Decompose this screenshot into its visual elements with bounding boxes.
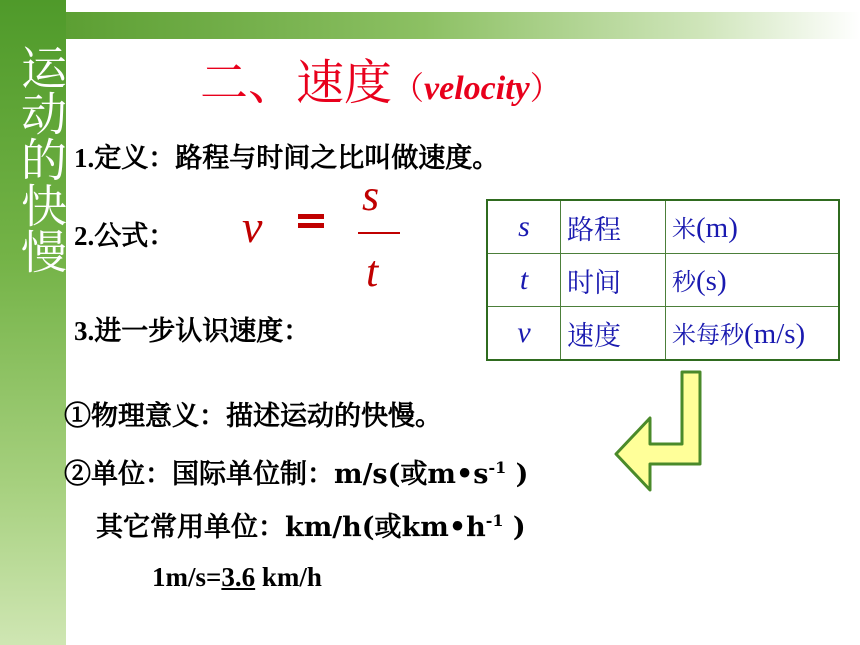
unit-si-suffix: ) — [506, 459, 529, 490]
title-paren-close: ） — [529, 69, 562, 107]
table-symbol: s — [487, 200, 561, 254]
bent-arrow-icon — [610, 368, 710, 498]
formula-line — [74, 214, 175, 253]
further-text: 进一步认识速度： — [94, 316, 311, 347]
further-num: 3. — [74, 316, 95, 346]
conversion-rhs: km/h — [255, 562, 322, 592]
title-en: velocity — [424, 70, 530, 107]
unit-si-line — [64, 452, 528, 491]
conversion-lhs: 1m/s= — [152, 562, 222, 592]
formula-label: 公式： — [94, 221, 176, 252]
table-quantity: 时间 — [561, 254, 666, 307]
table-unit-en: (m/s) — [744, 318, 806, 350]
table-unit-en: (s) — [696, 265, 727, 297]
unit-other-suffix: ) — [503, 512, 526, 543]
table-symbol: t — [487, 254, 561, 307]
formula-lhs: v — [242, 201, 263, 252]
sidebar-title: 运动的快慢 — [14, 44, 68, 274]
unit-other-prefix: 其它常用单位：km/h(或km•h — [96, 512, 486, 543]
formula-numerator: s — [362, 171, 380, 220]
table-unit-cn: 米每秒 — [672, 321, 744, 349]
title-paren-open: （ — [392, 69, 425, 107]
table-row — [487, 307, 839, 361]
table-unit-en: (m) — [696, 212, 738, 244]
top-decor-bar — [66, 12, 860, 39]
sidebar — [0, 0, 66, 645]
formula-fraction-bar — [358, 232, 400, 234]
unit-si-prefix: ②单位：国际单位制：m/s(或m•s — [64, 459, 489, 490]
conversion-line — [152, 562, 322, 593]
slide-title — [200, 44, 562, 113]
unit-si-sup: -1 — [488, 458, 507, 477]
table-quantity: 速度 — [561, 307, 666, 361]
meaning-line: ①物理意义：描述运动的快慢。 — [64, 401, 442, 432]
unit-other-sup: -1 — [485, 511, 504, 530]
table-unit — [666, 200, 840, 254]
table-unit-cn: 米 — [672, 215, 696, 243]
formula-num: 2. — [74, 221, 95, 251]
table-unit — [666, 307, 840, 361]
table-symbol: v — [487, 307, 561, 361]
further-line — [74, 309, 310, 348]
conversion-value: 3.6 — [221, 562, 256, 592]
table-unit — [666, 254, 840, 307]
table-quantity: 路程 — [561, 200, 666, 254]
formula-equals-sign — [298, 214, 324, 228]
definition-text: 定义：路程与时间之比叫做速度。 — [94, 143, 500, 174]
table-row — [487, 254, 839, 307]
table-row — [487, 200, 839, 254]
title-cn: 二、速度 — [200, 55, 393, 111]
formula-denominator: t — [366, 247, 379, 296]
definition-line — [74, 136, 499, 175]
unit-other-line — [96, 505, 526, 544]
units-table — [486, 199, 840, 361]
definition-num: 1. — [74, 143, 95, 173]
table-unit-cn: 秒 — [672, 268, 696, 296]
